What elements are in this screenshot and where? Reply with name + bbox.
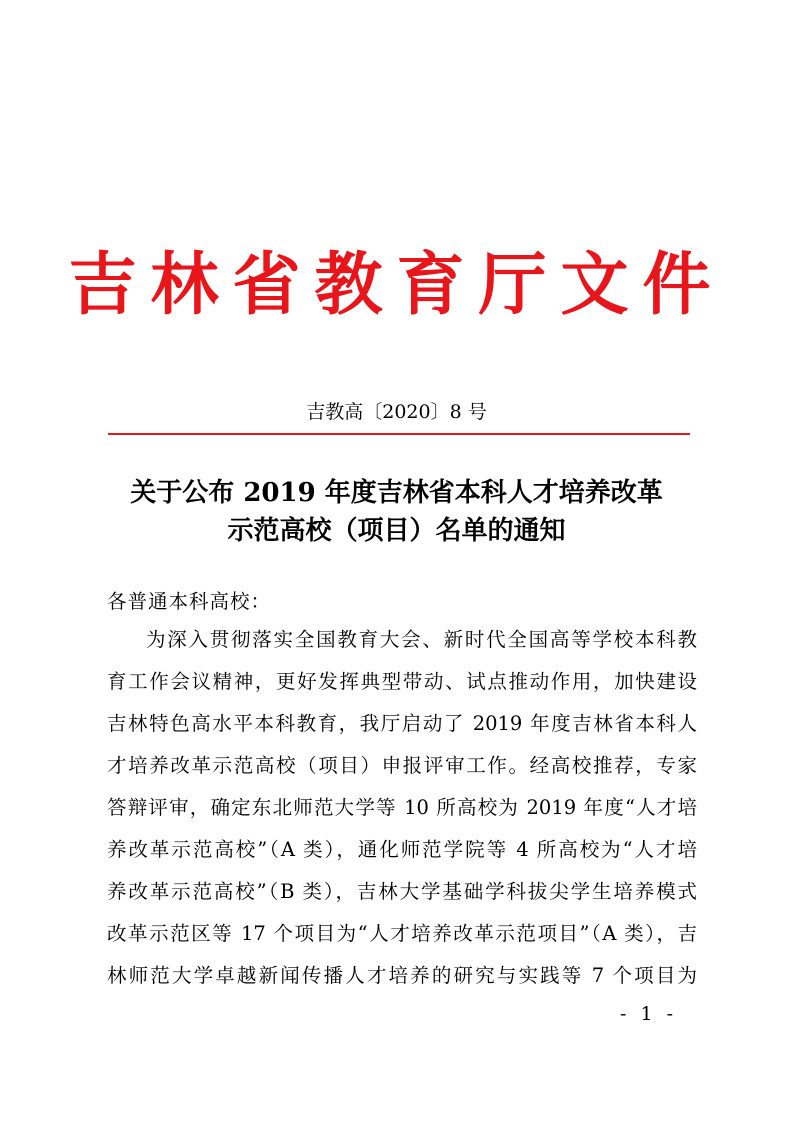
body-paragraph	[107, 626, 697, 1004]
notice-title	[90, 474, 703, 550]
document-number: 吉教高〔2020〕8 号	[306, 401, 487, 423]
body-line: 改革示范区等 17 个项目为“人才培养改革示范项目”（A 类），吉	[107, 922, 697, 945]
body-line: 林师范大学卓越新闻传播人才培养的研究与实践等 7 个项目为	[107, 964, 697, 987]
notice-title-line-2: 示范高校（项目）名单的通知	[227, 516, 566, 546]
page-number: - 1 -	[620, 1003, 678, 1025]
body-line: 为深入贯彻落实全国教育大会、新时代全国高等学校本科教	[146, 628, 697, 651]
body-line: 育工作会议精神，更好发挥典型带动、试点推动作用，加快建设	[107, 670, 697, 693]
body-line: 答辩评审，确定东北师范大学等 10 所高校为 2019 年度“人才培	[107, 796, 697, 819]
body-line: 养改革示范高校”（A 类），通化师范学院等 4 所高校为“人才培	[107, 838, 697, 861]
masthead-title: 吉林省教育厅文件	[68, 245, 725, 325]
notice-title-line-1: 关于公布 2019 年度吉林省本科人才培养改革	[130, 478, 663, 508]
red-divider-line	[108, 433, 690, 435]
body-line: 吉林特色高水平本科教育，我厅启动了 2019 年度吉林省本科人	[107, 712, 697, 735]
body-line: 养改革示范高校”（B 类），吉林大学基础学科拔尖学生培养模式	[107, 880, 697, 903]
salutation: 各普通本科高校：	[107, 590, 272, 613]
body-line: 才培养改革示范高校（项目）申报评审工作。经高校推荐，专家	[107, 754, 697, 777]
